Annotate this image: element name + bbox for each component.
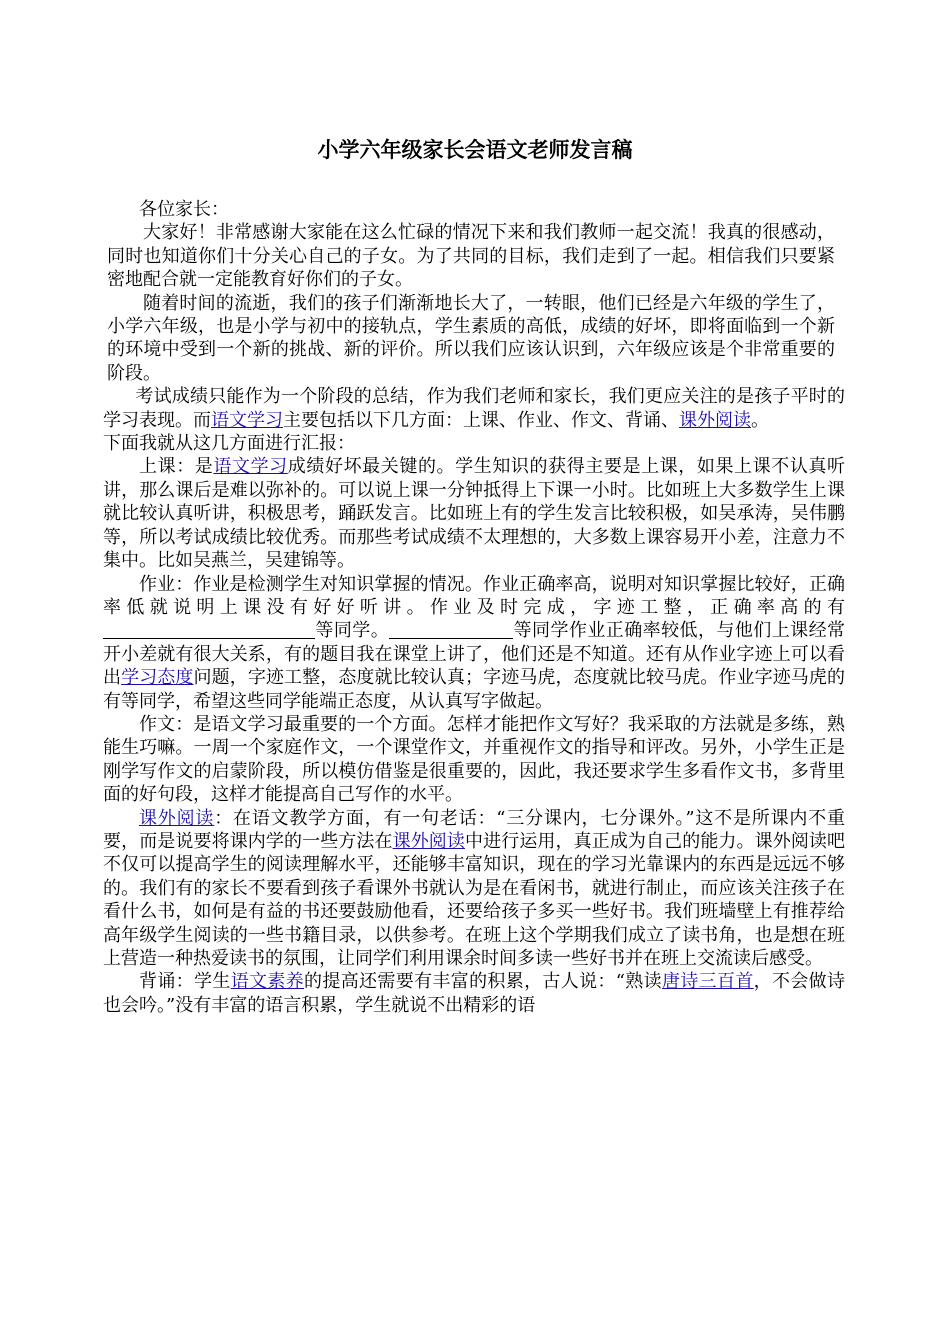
text-segment: 主要包括以下几方面：上课、作业、作文、背诵、 [283,409,679,431]
paragraph-report-intro: 下面我就从这几方面进行汇报： [103,433,355,455]
link-extracurricular-reading[interactable]: 课外阅读 [139,807,215,829]
paragraph-learning-overview [103,385,845,432]
paragraph-composition: 作文：是语文学习最重要的一个方面。怎样才能把作文写好？我采取的方法就是多练，熟能生巧嘛。一周一个家庭作文，一个课堂作文，并重视作文的指导和评改。另外，小学生正是刚学写作文的启蒙阶段，所以模仿借鉴是很重要的，因此，我还要求学生多看作文书，多背里面的好句段，这样才能提高自己写作的水平。 [103,713,845,806]
paragraph-homework [103,573,845,713]
text-segment: 作业：作业是检测学生对知识掌握的情况。作业正确率高，说明对知识掌握比较好，正确率低就说明上课没有好好听讲。作业及时完成，字迹工整，正确率高的有 [103,573,845,618]
text-segment: ：在语文教学方面，有一句老话：“三分课内，七分课外。”这不是所课内不重要，而是说要将课内学的一些方法在 [103,807,846,852]
paragraph-welcome: 大家好！非常感谢大家能在这么忙碌的情况下来和我们教师一起交流！我真的很感动，同时也知道你们十分关心自己的子女。为了共同的目标，我们走到了一起。相信我们只要紧密地配合就一定能教育好你们的子女。 [107,222,835,291]
link-extracurricular-reading[interactable]: 课外阅读 [392,830,466,852]
paragraph-recitation [103,970,845,1017]
paragraph-sixth-grade: 随着时间的流逝，我们的孩子们渐渐地长大了，一转眼，他们已经是六年级的学生了，小学六年级，也是小学与初中的接轨点，学生素质的高低，成绩的好坏，即将面临到一个新的环境中受到一个新的挑战、新的评价。所以我们应该认识到，六年级应该是个非常重要的阶段。 [107,292,835,384]
text-segment: 问题，字迹工整，态度就比较认真；字迹马虎，态度就比较马虎。作业字迹马虎的有等同学，希望这些同学能端正态度，从认真写字做起。 [103,667,846,712]
fill-in-blank [389,620,513,639]
paragraph-greeting: 各位家长： [139,199,229,220]
text-segment: 等同学作业正确率较低，与他们上课经常开小差就有很大关系，有的题目我在课堂上讲了，他们还是不知道。还有从作业字迹上可以看出 [103,620,846,689]
text-segment: 的提高还需要有丰富的积累，古人说：“熟读 [304,971,662,993]
link-study-attitude[interactable]: 学习态度 [121,667,194,689]
text-segment: 成绩好坏最关键的。学生知识的获得主要是上课，如果上课不认真听讲，那么课后是难以弥补的。可以说上课一分钟抵得上下课一小时。比如班上大多数学生上课就比较认真听讲，积极思考，踊跃发言。比如班上有的学生发言比较积极，如吴承涛，吴伟鹏等，所以考试成绩比较优秀。而那些考试成绩不太理想的，大多数上课容易开小差，注意力不集中。比如吴燕兰，吴建锦等。 [103,456,846,572]
paragraph-extracurricular-reading [103,807,845,971]
page-title: 小学六年级家长会语文老师发言稿 [317,138,633,162]
document-body [103,198,845,1017]
link-chinese-study[interactable]: 语文学习 [213,456,288,478]
text-segment: ，不会做诗也会吟。”没有丰富的语言积累，学生就说不出精彩的语 [103,971,846,1016]
text-segment: 上课：是 [139,456,214,478]
text-segment: 背诵：学生 [139,971,231,993]
link-extracurricular-reading[interactable]: 课外阅读 [679,409,751,431]
link-tang-poems[interactable]: 唐诗三百首 [661,971,754,993]
text-segment: 中进行运用，真正成为自己的能力。课外阅读吧不仅可以提高学生的阅读理解水平，还能够丰富知识，现在的学习光靠课内的东西是远远不够的。我们有的家长不要看到孩子看课外书就认为是在看闲书，就进行制止，而应该关注孩子在看什么书，如何是有益的书还要鼓励他看，还要给孩子多买一些好书。我们班墙壁上有推荐给高年级学生阅读的一些书籍目录，以供参考。在班上这个学期我们成立了读书角，也是想在班上营造一种热爱读书的氛围，让同学们利用课余时间多读一些好书并在班上交流读后感受。 [103,830,846,969]
link-chinese-literacy[interactable]: 语文素养 [230,971,305,993]
fill-in-blank [103,620,315,639]
text-segment: 等同学。 [315,620,390,642]
paragraph-class-attendance [103,455,845,572]
text-segment: 。 [751,409,769,431]
text-segment: 考试成绩只能作为一个阶段的总结，作为我们老师和家长，我们更应关注的是孩子平时的学习表现。而 [103,386,845,431]
link-chinese-study[interactable]: 语文学习 [211,409,283,431]
